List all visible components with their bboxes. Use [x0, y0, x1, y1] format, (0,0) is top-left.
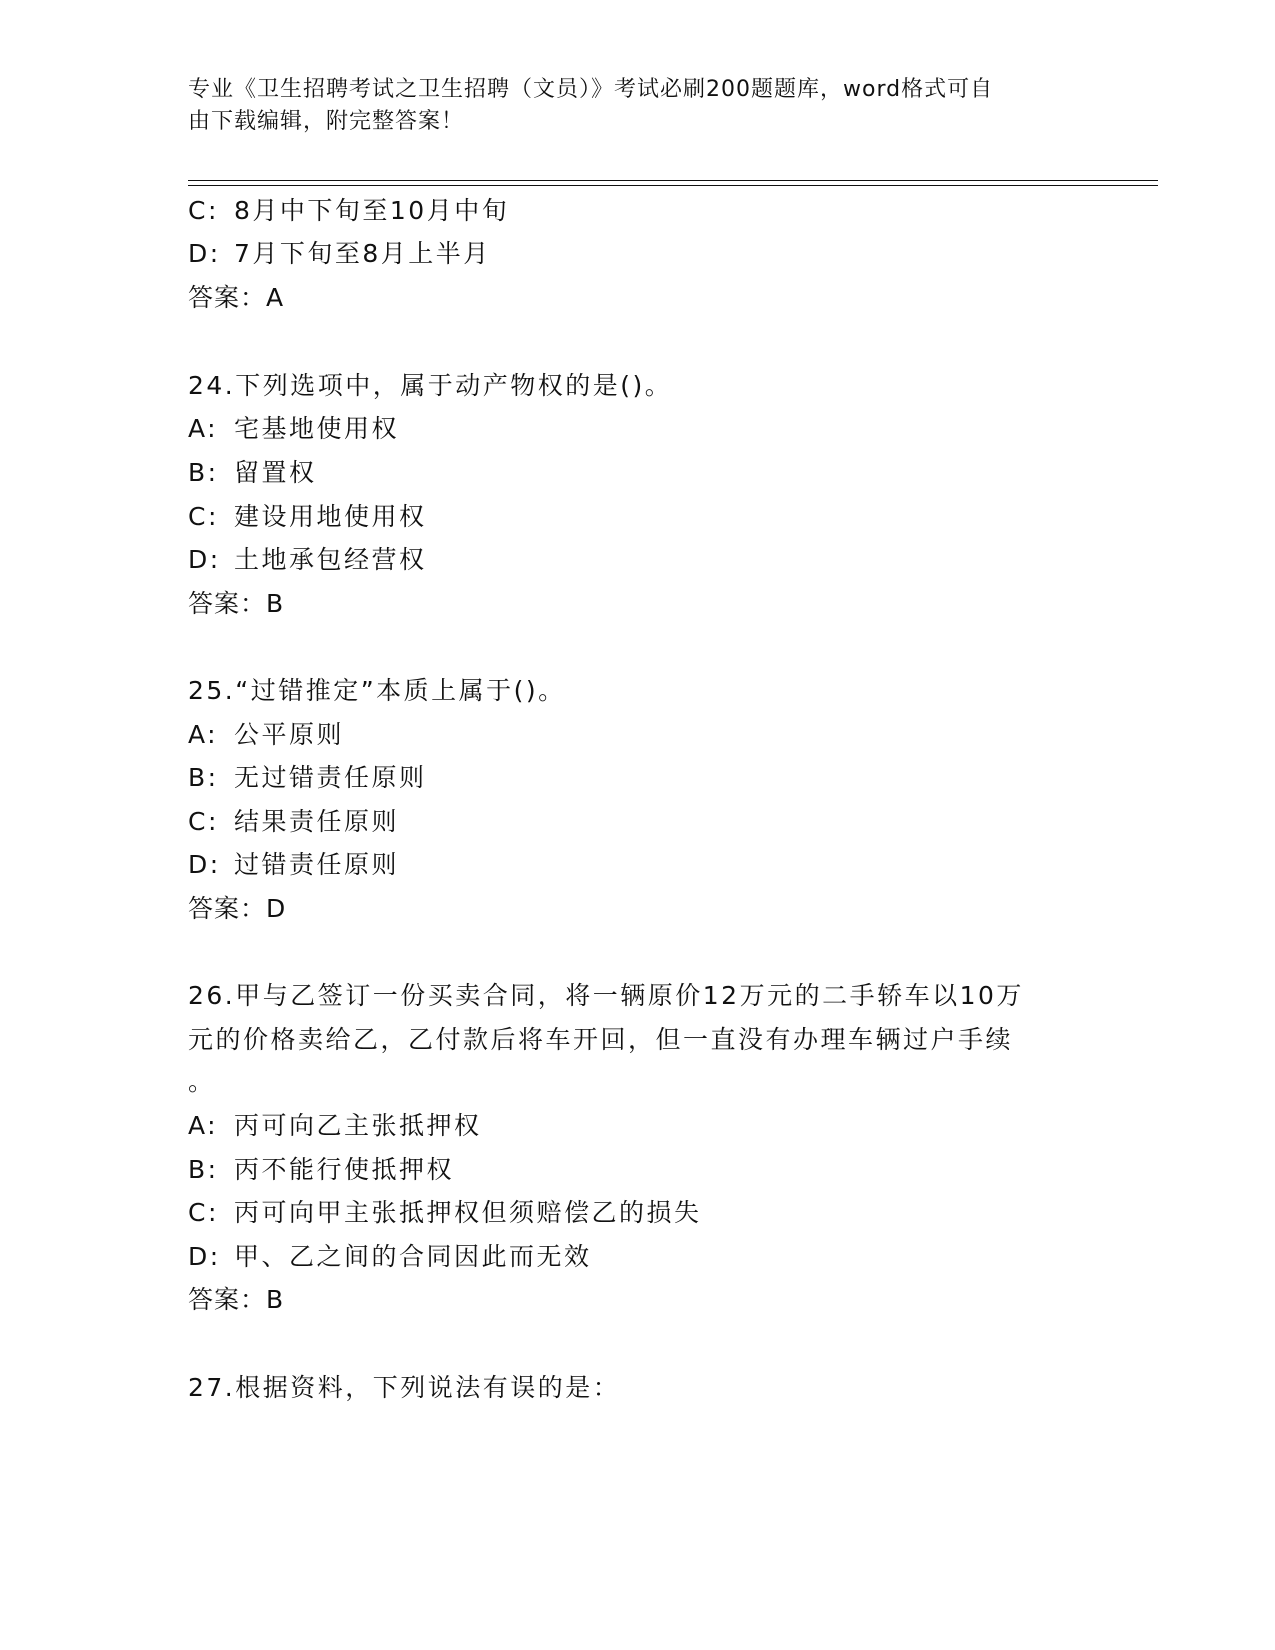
question-stem-25: 25.“过错推定”本质上属于()。 — [188, 676, 566, 705]
option-letter: D: — [188, 239, 221, 268]
answer-line: 答案：B — [188, 589, 285, 618]
option-text: 7月下旬至8月上半月 — [234, 239, 491, 268]
option-letter: A: — [188, 720, 219, 749]
option-d — [188, 236, 491, 272]
option-text: 土地承包经营权 — [234, 545, 427, 574]
option-c — [188, 804, 399, 840]
header-line-2: 由下载编辑，附完整答案！ — [188, 109, 465, 134]
option-text: 过错责任原则 — [234, 850, 400, 879]
option-c — [188, 193, 509, 229]
option-letter: A: — [188, 414, 219, 443]
option-letter: C: — [188, 807, 219, 836]
answer-line: 答案：B — [188, 1285, 285, 1314]
option-d — [188, 847, 399, 883]
option-text: 留置权 — [234, 458, 317, 487]
option-a — [188, 1108, 482, 1144]
option-text: 甲、乙之间的合同因此而无效 — [234, 1242, 592, 1271]
question-stem-27: 27.根据资料，下列说法有误的是： — [188, 1373, 621, 1402]
option-letter: B: — [188, 1155, 219, 1184]
option-text: 无过错责任原则 — [234, 763, 427, 792]
document-header — [188, 74, 1068, 138]
option-b — [188, 1152, 454, 1188]
header-line-1: 专业《卫生招聘考试之卫生招聘（文员）》考试必刷200题题库，word格式可自 — [188, 77, 994, 102]
option-d — [188, 542, 427, 578]
question-stem-26-line-2: 元的价格卖给乙，乙付款后将车开回，但一直没有办理车辆过户手续 — [188, 1025, 1014, 1054]
option-a — [188, 717, 344, 753]
option-b — [188, 760, 427, 796]
option-text: 宅基地使用权 — [234, 414, 400, 443]
option-d — [188, 1239, 592, 1275]
option-text: 丙不能行使抵押权 — [234, 1155, 455, 1184]
option-c — [188, 499, 427, 535]
option-letter: B: — [188, 763, 219, 792]
option-letter: A: — [188, 1111, 219, 1140]
option-text: 建设用地使用权 — [234, 502, 427, 531]
option-a — [188, 411, 399, 447]
header-divider-top — [188, 180, 1158, 181]
answer-line: 答案：D — [188, 894, 287, 923]
question-stem-26-line-1: 26.甲与乙签订一份买卖合同，将一辆原价12万元的二手轿车以10万 — [188, 981, 1024, 1010]
option-letter: D: — [188, 545, 221, 574]
question-stem-26-line-3: 。 — [188, 1067, 216, 1096]
option-b — [188, 455, 317, 491]
question-stem-24: 24.下列选项中，属于动产物权的是()。 — [188, 371, 673, 400]
option-letter: B: — [188, 458, 219, 487]
option-letter: D: — [188, 1242, 221, 1271]
option-text: 丙可向乙主张抵押权 — [234, 1111, 482, 1140]
option-text: 公平原则 — [234, 720, 345, 749]
option-letter: D: — [188, 850, 221, 879]
header-divider-bottom — [188, 185, 1158, 186]
option-text: 8月中下旬至10月中旬 — [234, 196, 510, 225]
option-text: 结果责任原则 — [234, 807, 400, 836]
answer-line: 答案：A — [188, 283, 285, 312]
option-c — [188, 1195, 702, 1231]
option-text: 丙可向甲主张抵押权但须赔偿乙的损失 — [234, 1198, 702, 1227]
option-letter: C: — [188, 196, 219, 225]
option-letter: C: — [188, 502, 219, 531]
option-letter: C: — [188, 1198, 219, 1227]
